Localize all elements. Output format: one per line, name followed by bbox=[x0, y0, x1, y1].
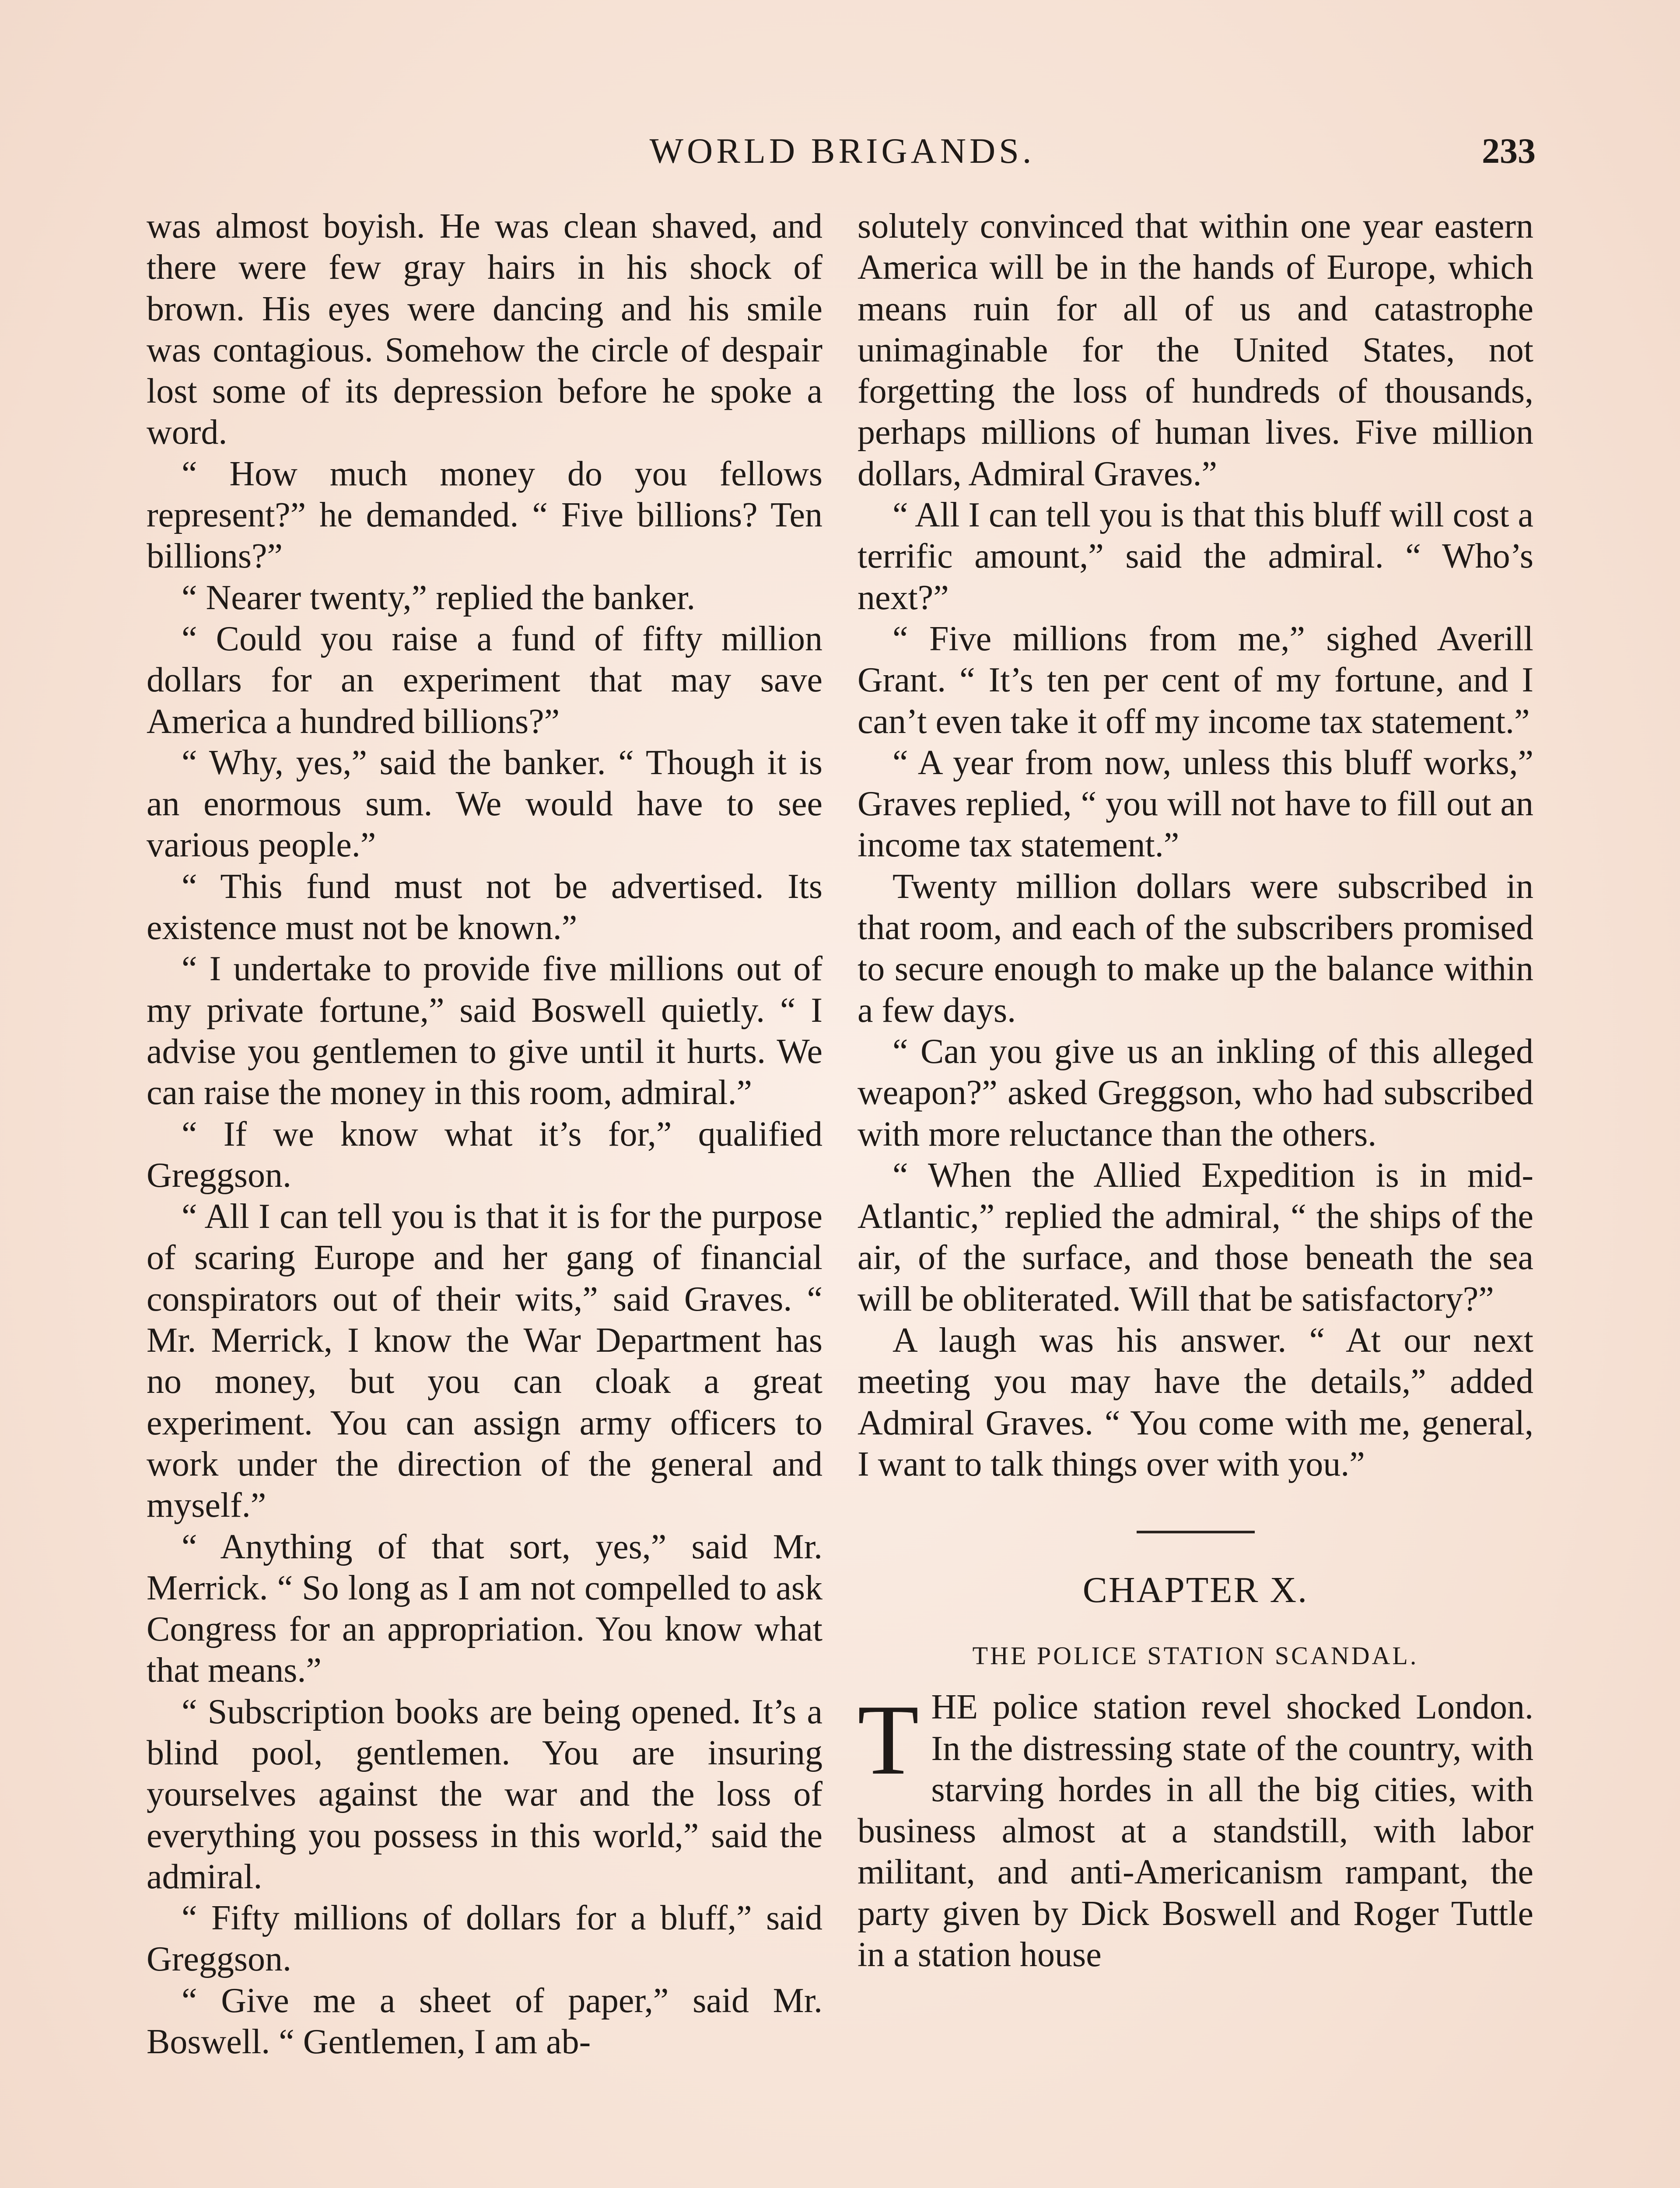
left-column bbox=[147, 206, 822, 2062]
paragraph: “ This fund must not be advertised. Its existence must not be known.” bbox=[147, 867, 822, 947]
paragraph: solutely convinced that within one year eastern America will be in the hands of Europe, which means ruin for all of us and catastrophe unimaginable for the United States, not forgetting the loss of hundreds of thousands, perhaps millions of human lives. Five million dollars, Admiral Graves.” bbox=[858, 207, 1533, 493]
paragraph: “ All I can tell you is that this bluff will cost a terrific amount,” said the admiral. “ Who’s next?” bbox=[858, 496, 1533, 617]
chapter-number: CHAPTER X. bbox=[1082, 1570, 1309, 1611]
drop-cap: T bbox=[858, 1684, 919, 1796]
page-number: 233 bbox=[1482, 131, 1536, 171]
running-head bbox=[149, 127, 1536, 175]
paragraph: “ When the Allied Expedition is in mid-Atlantic,” replied the admiral, “ the ships of the air, of the surface, and those beneath the sea will be obliterated. Will that be satisfactory?” bbox=[858, 1156, 1533, 1318]
paragraph: “ If we know what it’s for,” qualified Greggson. bbox=[147, 1115, 822, 1195]
paragraph: “ A year from now, unless this bluff works,” Graves replied, “ you will not have to fill out an income tax statement.” bbox=[858, 743, 1533, 865]
paragraph: A laugh was his answer. “ At our next meeting you may have the details,” added Admiral Graves. “ You come with me, general, I want to talk things over with you.” bbox=[858, 1321, 1533, 1483]
paragraph: “ Can you give us an inkling of this alleged weapon?” asked Greggson, who had subscribed with more reluctance than the others. bbox=[858, 1032, 1533, 1154]
paragraph: “ Anything of that sort, yes,” said Mr. Merrick. “ So long as I am not compelled to ask Congress for an appropriation. You know what that means.” bbox=[147, 1527, 822, 1690]
right-column bbox=[858, 206, 1533, 1975]
paragraph: “ Could you raise a fund of fifty million dollars for an experiment that may save America a hundred billions?” bbox=[147, 619, 822, 741]
paragraph: was almost boyish. He was clean shaved, and there were few gray hairs in his shock of brown. His eyes were dancing and his smile was contagious. Somehow the circle of despair lost some of its depression before he spoke a word. bbox=[147, 207, 822, 452]
paragraph: “ How much money do you fellows represent?” he demanded. “ Five billions? Ten billions?” bbox=[147, 454, 822, 576]
paragraph: “ Five millions from me,” sighed Averill Grant. “ It’s ten per cent of my fortune, and I can’t even take it off my income tax statement.” bbox=[858, 619, 1533, 741]
chapter-opening-paragraph bbox=[858, 1684, 1533, 1975]
paragraph: Twenty million dollars were subscribed in that room, and each of the subscribers promised to secure enough to make up the balance within a few days. bbox=[858, 867, 1533, 1030]
paragraph: “ Give me a sheet of paper,” said Mr. Boswell. “ Gentlemen, I am ab- bbox=[147, 1981, 822, 2062]
section-divider bbox=[1137, 1531, 1255, 1533]
running-title: WORLD BRIGANDS. bbox=[649, 131, 1035, 171]
paragraph: “ All I can tell you is that it is for the purpose of scaring Europe and her gang of financial conspirators out of their wits,” said Graves. “ Mr. Merrick, I know the War Department has no money, but you can cloak a great experiment. You can assign army officers to work under the direction of the general and myself.” bbox=[147, 1197, 822, 1525]
chapter-title: THE POLICE STATION SCANDAL. bbox=[972, 1641, 1419, 1670]
paragraph: “ Subscription books are being opened. It’s a blind pool, gentlemen. You are insuring yourselves against the war and the loss of everything you possess in this world,” said the admiral. bbox=[147, 1692, 822, 1896]
paragraph: “ Nearer twenty,” replied the banker. bbox=[182, 578, 696, 617]
paragraph: “ Fifty millions of dollars for a bluff,” said Greggson. bbox=[147, 1899, 822, 1979]
chapter-opening-text: HE police station revel shocked London. In the distressing state of the country, with starving hordes in all the big cities, with business almost at a standstill, with labor militant, and anti-Americanism rampant, the party given by Dick Boswell and Roger Tuttle in a station house bbox=[858, 1688, 1533, 1974]
paragraph: “ I undertake to provide five millions out of my private fortune,” said Boswell quietly. “ I advise you gentlemen to give until it hurts. We can raise the money in this room, admiral.” bbox=[147, 950, 822, 1112]
paragraph: “ Why, yes,” said the banker. “ Though it is an enormous sum. We would have to see various people.” bbox=[147, 743, 822, 865]
